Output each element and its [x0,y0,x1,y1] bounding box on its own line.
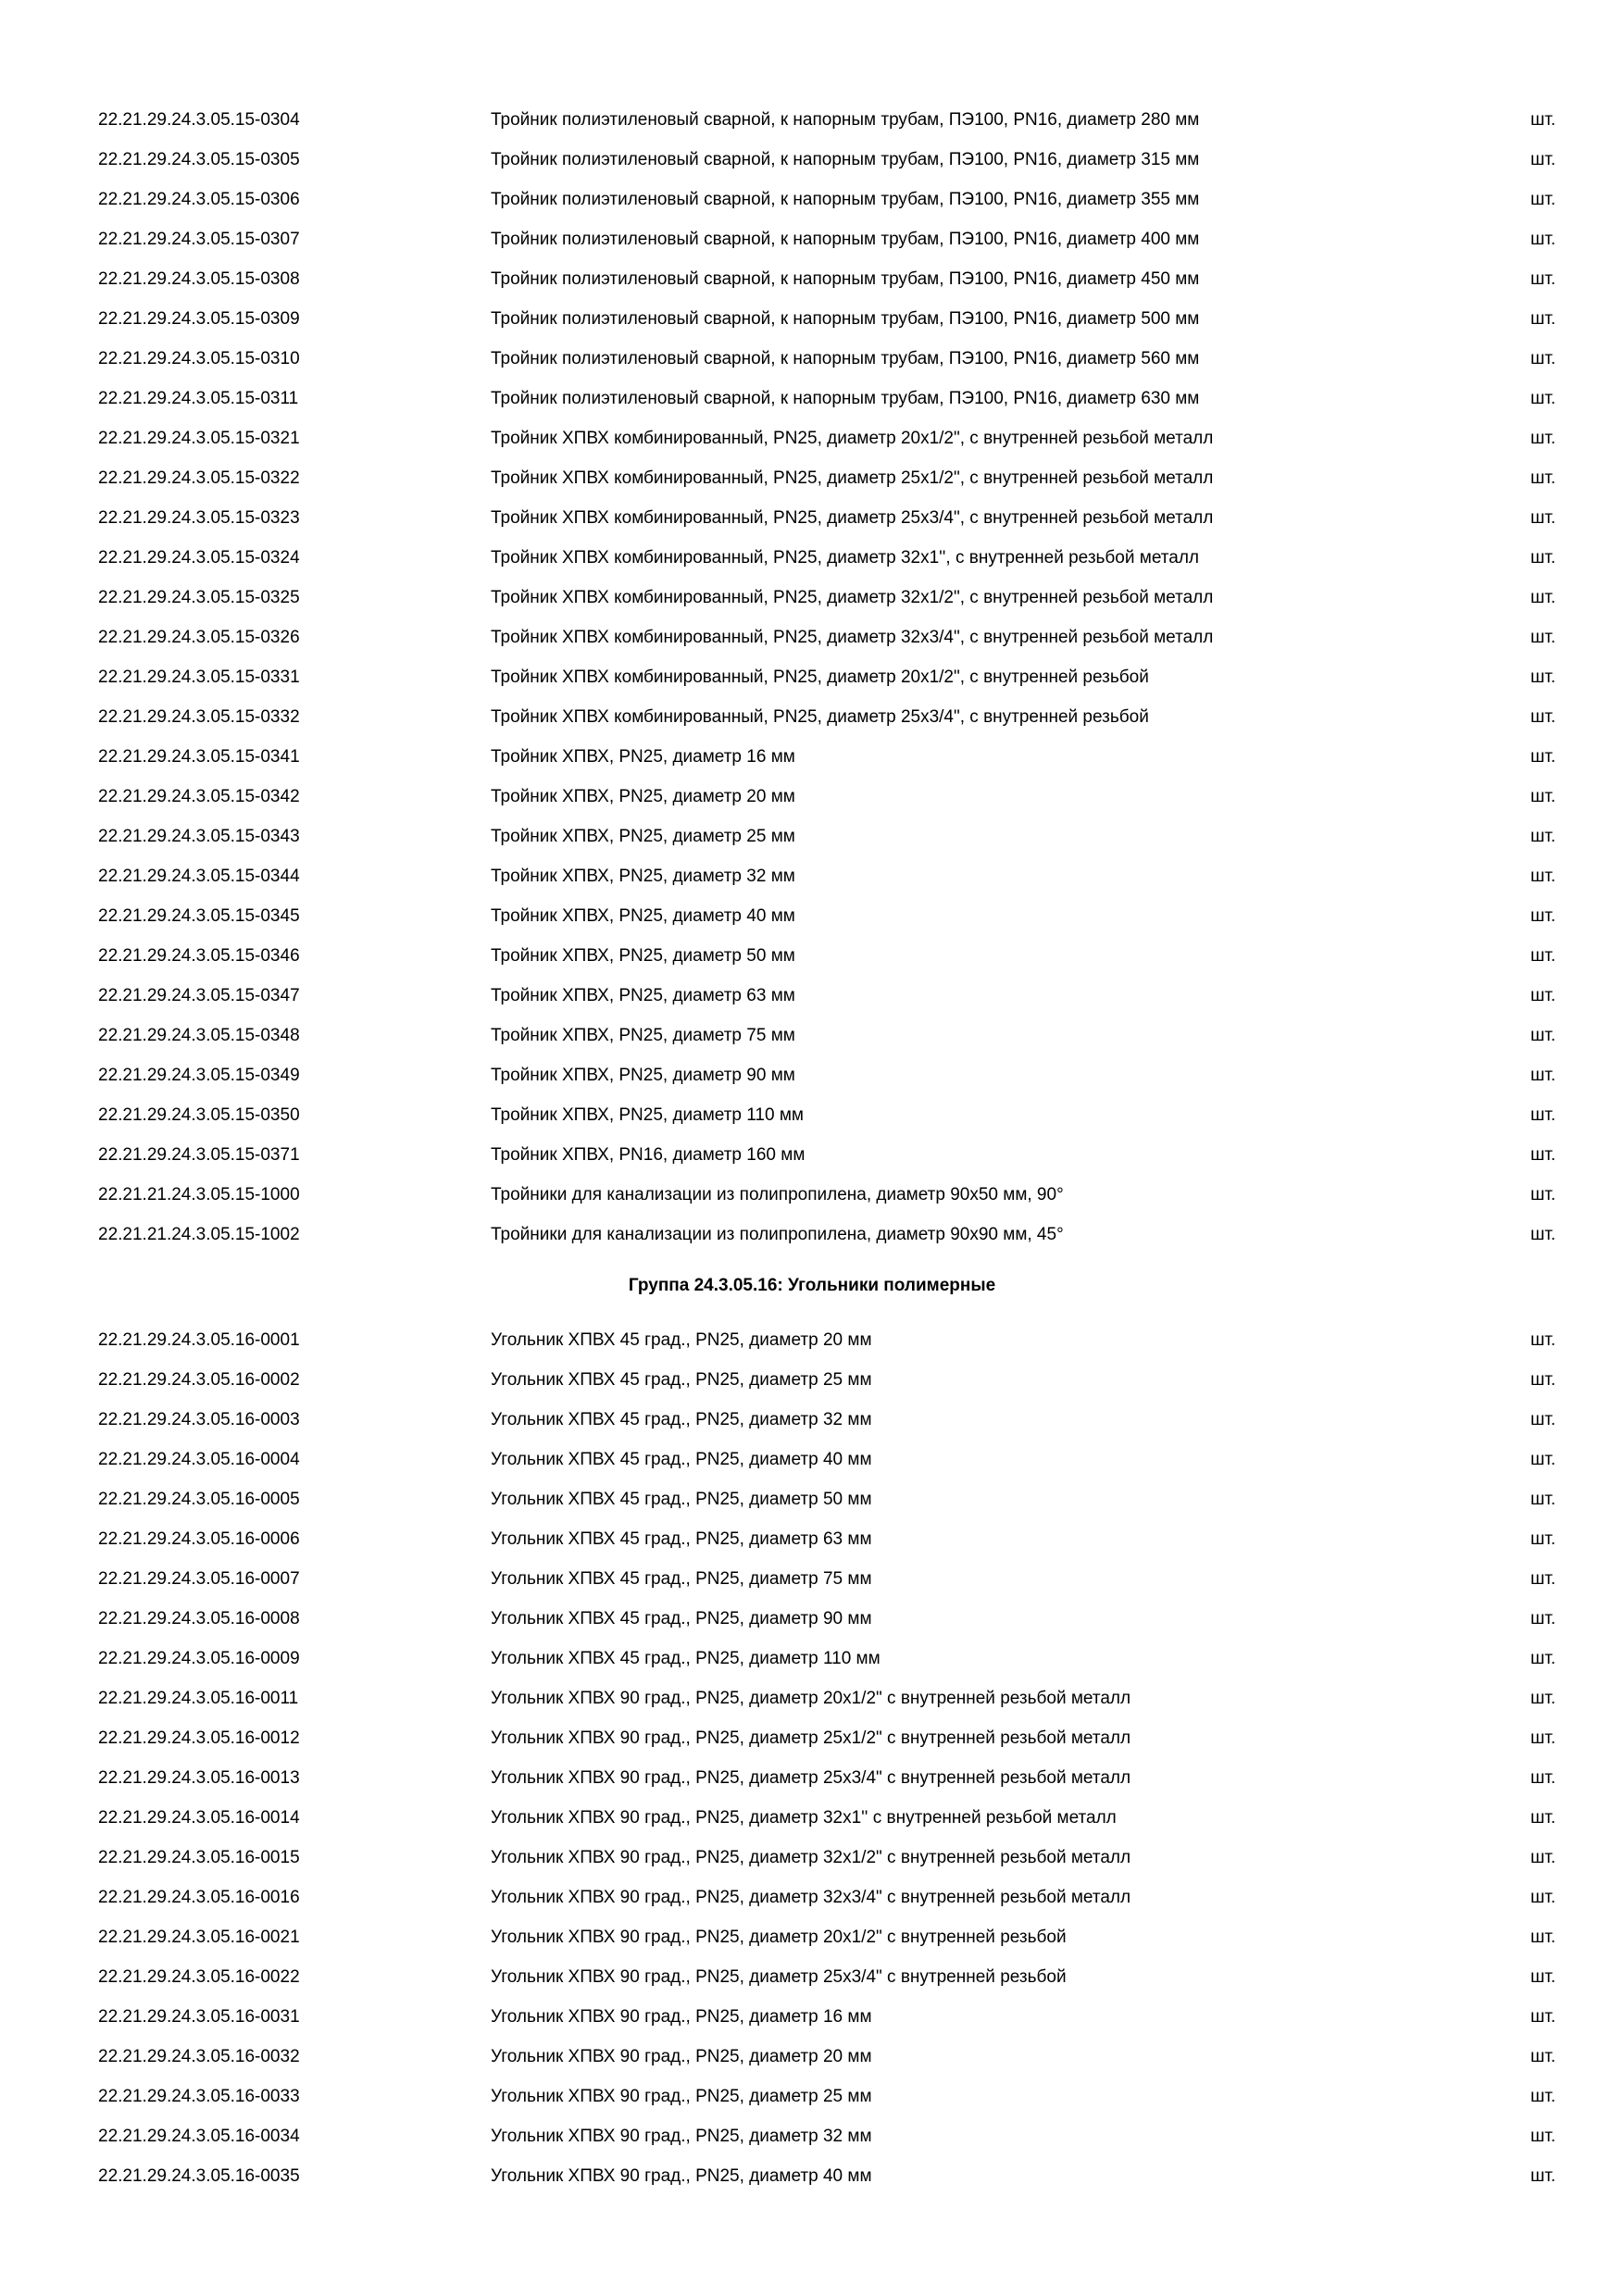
item-code: 22.21.29.24.3.05.16-0012 [98,1728,300,1748]
item-name: Тройник полиэтиленовый сварной, к напорным трубам, ПЭ100, PN16, диаметр 400 мм [491,230,1200,249]
table-row [0,1678,1624,1718]
item-unit: шт. [1530,1145,1556,1165]
item-unit: шт. [1530,1066,1556,1085]
table-row [0,1559,1624,1599]
item-unit: шт. [1530,1967,1556,1987]
item-code: 22.21.29.24.3.05.16-0015 [98,1848,300,1867]
item-unit: шт. [1530,1728,1556,1748]
table-row [0,180,1624,219]
item-name: Тройник ХПВХ комбинированный, PN25, диаметр 25х1/2", с внутренней резьбой металл [491,468,1214,488]
table-row [0,259,1624,299]
item-unit: шт. [1530,1410,1556,1429]
item-name: Угольник ХПВХ 45 град., PN25, диаметр 63 мм [491,1529,872,1549]
item-name: Угольник ХПВХ 90 град., PN25, диаметр 32х3/4" с внутренней резьбой металл [491,1888,1131,1907]
item-unit: шт. [1530,906,1556,926]
table-row [0,538,1624,578]
table-row [0,1599,1624,1639]
item-name: Угольник ХПВХ 90 град., PN25, диаметр 25 мм [491,2087,872,2106]
item-code: 22.21.29.24.3.05.16-0031 [98,2007,300,2027]
item-code: 22.21.29.24.3.05.15-0325 [98,588,300,607]
table-row [0,498,1624,538]
table-row [0,896,1624,936]
item-code: 22.21.29.24.3.05.16-0011 [98,1689,299,1708]
item-unit: шт. [1530,508,1556,528]
table-row [0,657,1624,697]
item-unit: шт. [1530,1225,1556,1244]
item-name: Тройник ХПВХ, PN25, диаметр 40 мм [491,906,795,926]
table-row [0,1479,1624,1519]
item-name: Угольник ХПВХ 90 град., PN25, диаметр 32х1'' с внутренней резьбой металл [491,1808,1117,1828]
item-name: Тройник ХПВХ, PN25, диаметр 50 мм [491,946,795,966]
item-name: Тройники для канализации из полипропилена, диаметр 90х90 мм, 45° [491,1225,1064,1244]
item-code: 22.21.29.24.3.05.15-0323 [98,508,300,528]
table-row [0,1798,1624,1838]
item-name: Тройник ХПВХ комбинированный, PN25, диаметр 32х1'', с внутренней резьбой металл [491,548,1199,568]
item-name: Угольник ХПВХ 45 град., PN25, диаметр 75 мм [491,1569,872,1589]
table-row [0,1519,1624,1559]
item-unit: шт. [1530,1569,1556,1589]
item-name: Тройник ХПВХ комбинированный, PN25, диаметр 20х1/2", с внутренней резьбой [491,668,1149,687]
item-unit: шт. [1530,1928,1556,1947]
item-name: Тройник ХПВХ, PN25, диаметр 63 мм [491,986,795,1005]
item-name: Тройник ХПВХ комбинированный, PN25, диаметр 25х3/4", с внутренней резьбой металл [491,508,1214,528]
item-unit: шт. [1530,548,1556,568]
item-code: 22.21.29.24.3.05.16-0033 [98,2087,300,2106]
item-code: 22.21.29.24.3.05.16-0014 [98,1808,300,1828]
table-row [0,2077,1624,2116]
item-name: Тройник ХПВХ, PN25, диаметр 90 мм [491,1066,795,1085]
table-row [0,140,1624,180]
item-unit: шт. [1530,230,1556,249]
item-code: 22.21.29.24.3.05.16-0008 [98,1609,300,1628]
item-unit: шт. [1530,389,1556,408]
item-code: 22.21.29.24.3.05.15-0324 [98,548,300,568]
item-name: Угольник ХПВХ 90 град., PN25, диаметр 20х1/2" с внутренней резьбой [491,1928,1067,1947]
item-code: 22.21.29.24.3.05.15-0307 [98,230,300,249]
table-row [0,1878,1624,1917]
item-name: Тройник полиэтиленовый сварной, к напорным трубам, ПЭ100, PN16, диаметр 280 мм [491,110,1200,130]
item-unit: шт. [1530,269,1556,289]
item-code: 22.21.29.24.3.05.15-0371 [98,1145,300,1165]
item-unit: шт. [1530,2087,1556,2106]
item-name: Угольник ХПВХ 45 град., PN25, диаметр 40 мм [491,1450,872,1469]
item-name: Тройник полиэтиленовый сварной, к напорным трубам, ПЭ100, PN16, диаметр 315 мм [491,150,1200,169]
table-row [0,817,1624,856]
table-row [0,1440,1624,1479]
item-unit: шт. [1530,468,1556,488]
table-row [0,618,1624,657]
item-unit: шт. [1530,2166,1556,2186]
item-unit: шт. [1530,986,1556,1005]
group-title: Группа 24.3.05.16: Угольники полимерные [628,1276,996,1295]
item-code: 22.21.29.24.3.05.15-0332 [98,707,300,727]
table-row [0,1758,1624,1798]
item-unit: шт. [1530,588,1556,607]
item-code: 22.21.29.24.3.05.15-0305 [98,150,300,169]
item-name: Угольник ХПВХ 90 град., PN25, диаметр 25х3/4" с внутренней резьбой [491,1967,1067,1987]
item-name: Угольник ХПВХ 90 град., PN25, диаметр 32 мм [491,2127,872,2146]
item-code: 22.21.29.24.3.05.15-0346 [98,946,300,966]
item-name: Тройник полиэтиленовый сварной, к напорным трубам, ПЭ100, PN16, диаметр 355 мм [491,190,1200,209]
item-unit: шт. [1530,1529,1556,1549]
item-code: 22.21.29.24.3.05.16-0013 [98,1768,300,1788]
table-row [0,219,1624,259]
table-row [0,2156,1624,2196]
table-row [0,777,1624,817]
item-unit: шт. [1530,1808,1556,1828]
item-unit: шт. [1530,1609,1556,1628]
item-name: Угольник ХПВХ 90 град., PN25, диаметр 25х3/4" с внутренней резьбой металл [491,1768,1131,1788]
item-unit: шт. [1530,309,1556,329]
item-code: 22.21.29.24.3.05.16-0006 [98,1529,300,1549]
item-name: Тройник полиэтиленовый сварной, к напорным трубам, ПЭ100, PN16, диаметр 560 мм [491,349,1200,368]
item-name: Угольник ХПВХ 45 град., PN25, диаметр 32 мм [491,1410,872,1429]
item-name: Угольник ХПВХ 90 град., PN25, диаметр 20 мм [491,2047,872,2066]
item-name: Тройник ХПВХ, PN25, диаметр 110 мм [491,1105,804,1125]
item-unit: шт. [1530,110,1556,130]
item-unit: шт. [1530,429,1556,448]
table-row [0,299,1624,339]
table-row [0,1639,1624,1678]
table-row [0,1095,1624,1135]
item-code: 22.21.29.24.3.05.15-0345 [98,906,300,926]
item-unit: шт. [1530,1490,1556,1509]
table-row [0,1917,1624,1957]
item-code: 22.21.29.24.3.05.16-0003 [98,1410,300,1429]
item-code: 22.21.29.24.3.05.15-0306 [98,190,300,209]
item-unit: шт. [1530,747,1556,767]
item-name: Угольник ХПВХ 90 град., PN25, диаметр 25х1/2" с внутренней резьбой металл [491,1728,1131,1748]
table-row [0,1360,1624,1400]
item-name: Тройник полиэтиленовый сварной, к напорным трубам, ПЭ100, PN16, диаметр 630 мм [491,389,1200,408]
item-unit: шт. [1530,1450,1556,1469]
item-code: 22.21.29.24.3.05.15-0304 [98,110,300,130]
item-unit: шт. [1530,1185,1556,1204]
item-unit: шт. [1530,1768,1556,1788]
table-row [0,339,1624,379]
item-unit: шт. [1530,1848,1556,1867]
item-name: Тройник полиэтиленовый сварной, к напорным трубам, ПЭ100, PN16, диаметр 500 мм [491,309,1200,329]
table-row [0,1135,1624,1175]
item-unit: шт. [1530,628,1556,647]
item-code: 22.21.29.24.3.05.15-0348 [98,1026,300,1045]
item-code: 22.21.29.24.3.05.16-0007 [98,1569,300,1589]
item-code: 22.21.29.24.3.05.16-0016 [98,1888,300,1907]
table-row [0,1320,1624,1360]
item-name: Тройник ХПВХ комбинированный, PN25, диаметр 32х1/2", с внутренней резьбой металл [491,588,1214,607]
item-name: Тройник ХПВХ комбинированный, PN25, диаметр 20х1/2", с внутренней резьбой металл [491,429,1214,448]
item-code: 22.21.29.24.3.05.15-0350 [98,1105,300,1125]
table-row [0,1957,1624,1997]
item-code: 22.21.29.24.3.05.15-0344 [98,867,300,886]
table-row [0,1215,1624,1254]
item-name: Тройник ХПВХ, PN25, диаметр 20 мм [491,787,795,806]
item-unit: шт. [1530,2047,1556,2066]
item-unit: шт. [1530,2127,1556,2146]
item-unit: шт. [1530,867,1556,886]
table-row [0,458,1624,498]
item-unit: шт. [1530,1330,1556,1350]
item-code: 22.21.29.24.3.05.16-0009 [98,1649,300,1668]
item-unit: шт. [1530,1689,1556,1708]
table-row [0,379,1624,418]
item-name: Тройники для канализации из полипропилена, диаметр 90х50 мм, 90° [491,1185,1064,1204]
item-code: 22.21.29.24.3.05.15-0331 [98,668,300,687]
item-name: Угольник ХПВХ 90 град., PN25, диаметр 40 мм [491,2166,872,2186]
table-row [0,1718,1624,1758]
item-name: Тройник ХПВХ, PN25, диаметр 16 мм [491,747,795,767]
item-name: Тройник ХПВХ, PN25, диаметр 75 мм [491,1026,795,1045]
table-row [0,1400,1624,1440]
item-code: 22.21.29.24.3.05.15-0310 [98,349,300,368]
item-code: 22.21.29.24.3.05.15-0308 [98,269,300,289]
item-code: 22.21.29.24.3.05.16-0032 [98,2047,300,2066]
item-unit: шт. [1530,1649,1556,1668]
table-row [0,1838,1624,1878]
item-code: 22.21.21.24.3.05.15-1000 [98,1185,300,1204]
item-name: Угольник ХПВХ 45 град., PN25, диаметр 110 мм [491,1649,881,1668]
item-code: 22.21.29.24.3.05.15-0322 [98,468,300,488]
item-name: Тройник полиэтиленовый сварной, к напорным трубам, ПЭ100, PN16, диаметр 450 мм [491,269,1200,289]
item-name: Тройник ХПВХ комбинированный, PN25, диаметр 25х3/4", с внутренней резьбой [491,707,1149,727]
item-code: 22.21.29.24.3.05.15-0349 [98,1066,300,1085]
item-unit: шт. [1530,1026,1556,1045]
item-unit: шт. [1530,190,1556,209]
table-row [0,856,1624,896]
table-row [0,2116,1624,2156]
item-name: Тройник ХПВХ, PN25, диаметр 32 мм [491,867,795,886]
table-row [0,936,1624,976]
item-code: 22.21.29.24.3.05.15-0321 [98,429,300,448]
item-code: 22.21.29.24.3.05.15-0347 [98,986,300,1005]
table-row [0,578,1624,618]
item-name: Угольник ХПВХ 45 град., PN25, диаметр 50 мм [491,1490,872,1509]
item-code: 22.21.29.24.3.05.16-0004 [98,1450,300,1469]
item-name: Тройник ХПВХ, PN16, диаметр 160 мм [491,1145,806,1165]
item-unit: шт. [1530,349,1556,368]
table-row [0,1055,1624,1095]
item-code: 22.21.29.24.3.05.16-0022 [98,1967,300,1987]
table-row [0,976,1624,1016]
item-unit: шт. [1530,946,1556,966]
item-unit: шт. [1530,150,1556,169]
item-code: 22.21.29.24.3.05.15-0311 [98,389,299,408]
table-row [0,737,1624,777]
item-name: Угольник ХПВХ 45 град., PN25, диаметр 90 мм [491,1609,872,1628]
item-unit: шт. [1530,2007,1556,2027]
item-name: Тройник ХПВХ, PN25, диаметр 25 мм [491,827,795,846]
item-code: 22.21.29.24.3.05.16-0001 [98,1330,300,1350]
table-row [0,418,1624,458]
item-code: 22.21.29.24.3.05.16-0002 [98,1370,300,1390]
table-row [0,1016,1624,1055]
item-unit: шт. [1530,1370,1556,1390]
item-name: Угольник ХПВХ 90 град., PN25, диаметр 20х1/2" с внутренней резьбой металл [491,1689,1131,1708]
table-row [0,1175,1624,1215]
item-unit: шт. [1530,1888,1556,1907]
table-row [0,1997,1624,2037]
item-name: Тройник ХПВХ комбинированный, PN25, диаметр 32х3/4", с внутренней резьбой металл [491,628,1214,647]
item-code: 22.21.29.24.3.05.15-0326 [98,628,300,647]
item-name: Угольник ХПВХ 90 град., PN25, диаметр 16 мм [491,2007,872,2027]
item-unit: шт. [1530,707,1556,727]
item-code: 22.21.29.24.3.05.16-0005 [98,1490,300,1509]
item-code: 22.21.29.24.3.05.16-0035 [98,2166,300,2186]
item-name: Угольник ХПВХ 45 град., PN25, диаметр 25 мм [491,1370,872,1390]
item-code: 22.21.29.24.3.05.16-0034 [98,2127,300,2146]
item-code: 22.21.29.24.3.05.15-0342 [98,787,300,806]
item-unit: шт. [1530,1105,1556,1125]
item-code: 22.21.21.24.3.05.15-1002 [98,1225,300,1244]
item-name: Угольник ХПВХ 45 град., PN25, диаметр 20 мм [491,1330,872,1350]
item-unit: шт. [1530,827,1556,846]
table-row [0,100,1624,140]
item-unit: шт. [1530,668,1556,687]
item-code: 22.21.29.24.3.05.16-0021 [98,1928,300,1947]
table-row [0,697,1624,737]
item-name: Угольник ХПВХ 90 град., PN25, диаметр 32х1/2" с внутренней резьбой металл [491,1848,1131,1867]
item-unit: шт. [1530,787,1556,806]
table-row [0,2037,1624,2077]
item-code: 22.21.29.24.3.05.15-0341 [98,747,300,767]
item-code: 22.21.29.24.3.05.15-0309 [98,309,300,329]
item-code: 22.21.29.24.3.05.15-0343 [98,827,300,846]
